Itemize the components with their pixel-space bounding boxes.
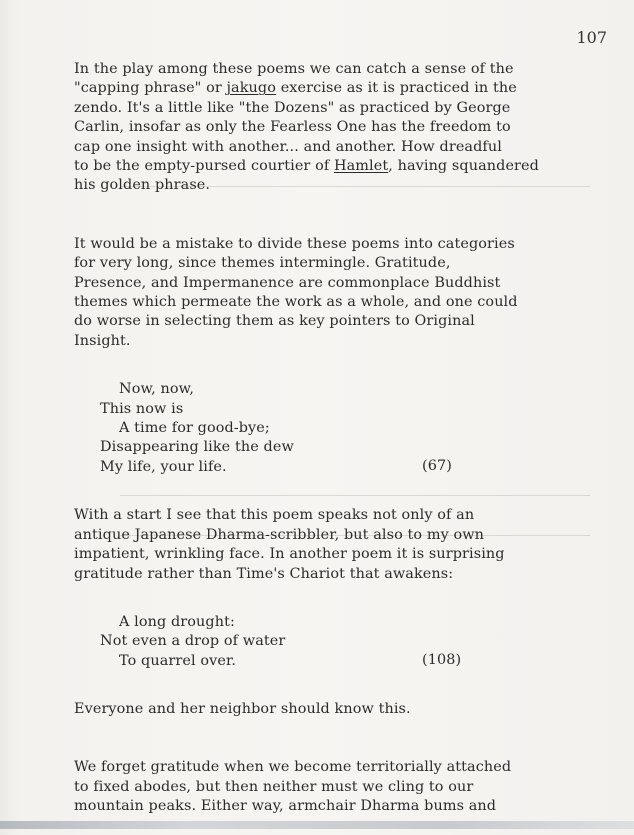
text-line: Presence, and Impermanence are commonplace Buddhist [74, 274, 501, 291]
text-fragment: to be the empty-pursed courtier of [74, 158, 334, 175]
paragraph-2 [74, 235, 584, 351]
poem-2 [74, 613, 584, 671]
poem-line: A long drought: [119, 613, 235, 630]
paragraph-3 [74, 506, 584, 584]
text-fragment: , having squandered [388, 158, 539, 175]
poem-line: A time for good-bye; [119, 420, 270, 437]
hamlet-title: Hamlet [333, 158, 389, 175]
jakugo-term: jakugo [226, 80, 277, 97]
text-line: With a start I see that this poem speaks not only of an [74, 507, 475, 524]
text-line [74, 157, 584, 176]
poem-line: Now, now, [119, 381, 195, 398]
poem-line: Disappearing like the dew [100, 439, 294, 456]
poem-1 [74, 380, 584, 477]
text-line: to fixed abodes, but then neither must we cling to our [74, 778, 474, 795]
text-line: his golden phrase. [74, 177, 211, 194]
text-line: antique Japanese Dharma-scribbler, but also to my own [74, 526, 485, 543]
text-line: Carlin, insofar as only the Fearless One has the freedom to [74, 119, 511, 136]
text-line: cap one insight with another... and another. How dreadful [74, 138, 502, 155]
text-line: It would be a mistake to divide these poems into categories [74, 235, 515, 252]
text-line: Insight. [74, 332, 131, 349]
text-line: Everyone and her neighbor should know this. [74, 700, 411, 717]
text-line [74, 79, 584, 98]
poem-line: Not even a drop of water [100, 633, 286, 650]
text-fragment: "capping phrase" or [74, 80, 227, 97]
page-number: 107 [576, 28, 607, 47]
text-line: gratitude rather than Time's Chariot that awakens: [74, 565, 454, 582]
text-fragment: exercise as it is practiced in the [276, 80, 517, 97]
poem-reference: (67) [422, 458, 452, 475]
text-line: do worse in selecting them as key pointers to Original [74, 313, 475, 330]
text-line: mountain peaks. Either way, armchair Dharma bums and [74, 798, 497, 815]
paragraph-1 [74, 60, 584, 196]
text-line: We forget gratitude when we become territorially attached [74, 759, 512, 776]
poem-line: To quarrel over. [119, 652, 237, 669]
page-bottom-edge [0, 821, 634, 829]
text-line: for very long, since themes intermingle. Gratitude, [74, 255, 451, 272]
text-line: themes which permeate the work as a whole, and one could [74, 294, 518, 311]
paragraph-4 [74, 700, 584, 719]
text-line: zendo. It's a little like "the Dozens" as practiced by George [74, 99, 511, 116]
body-text [74, 60, 584, 817]
paragraph-5 [74, 758, 584, 816]
text-line: impatient, wrinkling face. In another poem it is surprising [74, 546, 505, 563]
poem-line: This now is [100, 400, 184, 417]
poem-line: My life, your life. [100, 458, 227, 475]
poem-reference: (108) [422, 651, 462, 668]
text-line: In the play among these poems we can catch a sense of the [74, 61, 514, 77]
